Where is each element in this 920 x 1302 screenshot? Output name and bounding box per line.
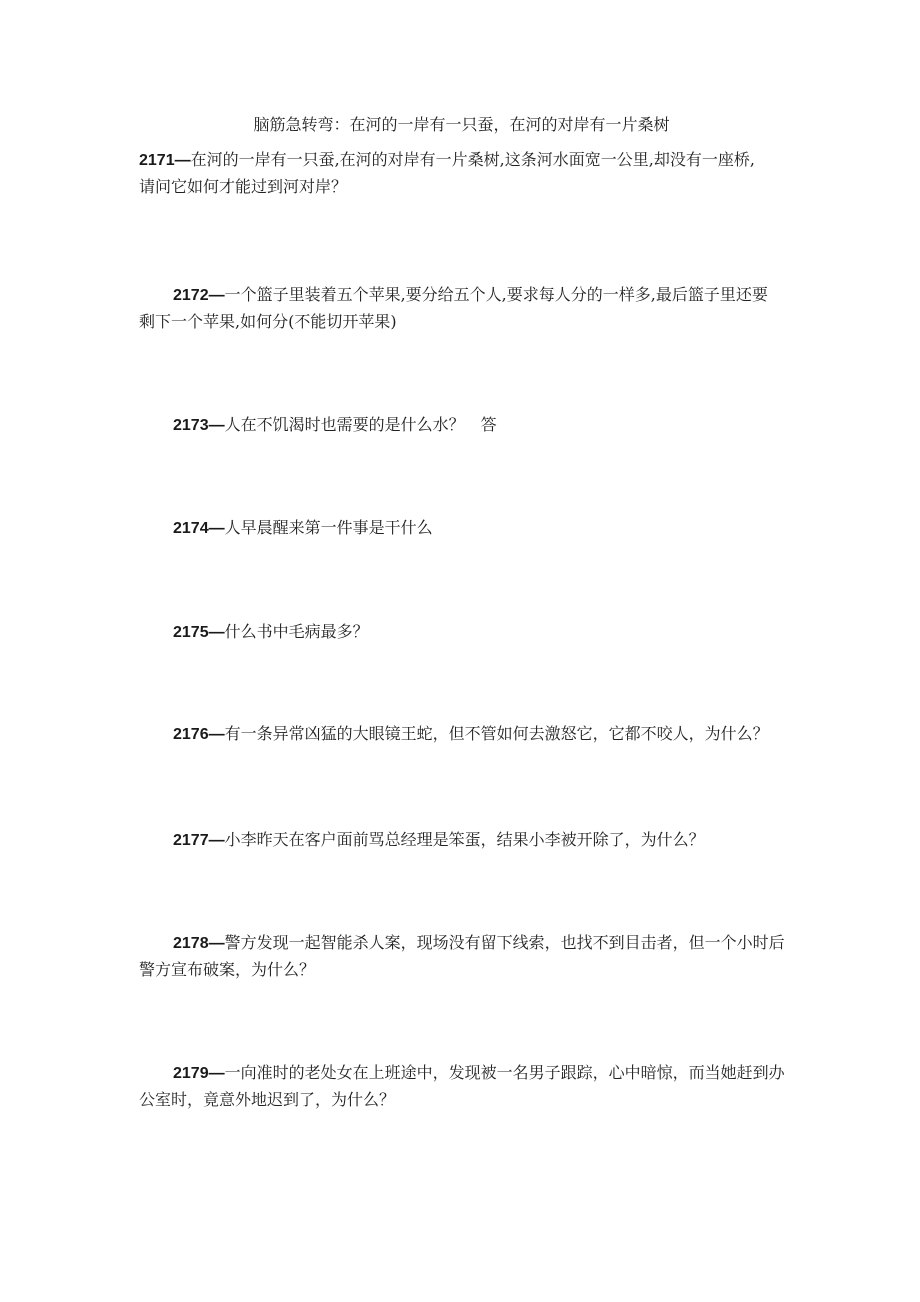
question-number: 2174— bbox=[173, 520, 225, 537]
question-2174 bbox=[139, 515, 829, 542]
question-text: 小李昨天在客户面前骂总经理是笨蛋，结果小李被开除了，为什么？ bbox=[224, 830, 705, 849]
question-2173 bbox=[139, 412, 829, 439]
question-2179 bbox=[139, 1060, 829, 1113]
question-number: 2179— bbox=[173, 1065, 225, 1082]
question-number: 2173— bbox=[173, 417, 225, 434]
question-2172 bbox=[139, 282, 829, 335]
question-2177 bbox=[139, 827, 829, 854]
question-2175 bbox=[139, 619, 829, 646]
question-text: 人早晨醒来第一件事是干什么 bbox=[224, 518, 433, 537]
question-text: 警方发现一起智能杀人案，现场没有留下线索，也找不到目击者，但一个小时后 警方宣布破案，为什么？ bbox=[139, 933, 785, 979]
question-text: 什么书中毛病最多？ bbox=[224, 622, 369, 641]
question-text: 在河的一岸有一只蚕,在河的对岸有一片桑树,这条河水面宽一公里,却没有一座桥, 请问它如何才能过到河对岸？ bbox=[139, 150, 755, 196]
question-text: 有一条异常凶猛的大眼镜王蛇，但不管如何去激怒它，它都不咬人，为什么？ bbox=[224, 724, 769, 743]
question-number: 2171— bbox=[139, 152, 191, 169]
question-number: 2176— bbox=[173, 726, 225, 743]
question-number: 2175— bbox=[173, 624, 225, 641]
question-number: 2178— bbox=[173, 935, 225, 952]
question-number: 2172— bbox=[173, 287, 225, 304]
question-text: 人在不饥渴时也需要的是什么水？ 答 bbox=[224, 415, 497, 434]
question-2178 bbox=[139, 930, 829, 983]
question-text: 一个篮子里装着五个苹果,要分给五个人,要求每人分的一样多,最后篮子里还要 剩下一个苹果,如何分(不能切开苹果) bbox=[139, 285, 768, 331]
question-text: 一向准时的老处女在上班途中，发现被一名男子跟踪，心中暗惊，而当她赶到办 公室时，竟意外地迟到了，为什么？ bbox=[139, 1063, 785, 1109]
question-2176 bbox=[139, 721, 829, 748]
question-2171 bbox=[139, 147, 829, 200]
question-number: 2177— bbox=[173, 832, 225, 849]
page-title: 脑筋急转弯：在河的一岸有一只蚕，在河的对岸有一片桑树 bbox=[253, 115, 670, 134]
